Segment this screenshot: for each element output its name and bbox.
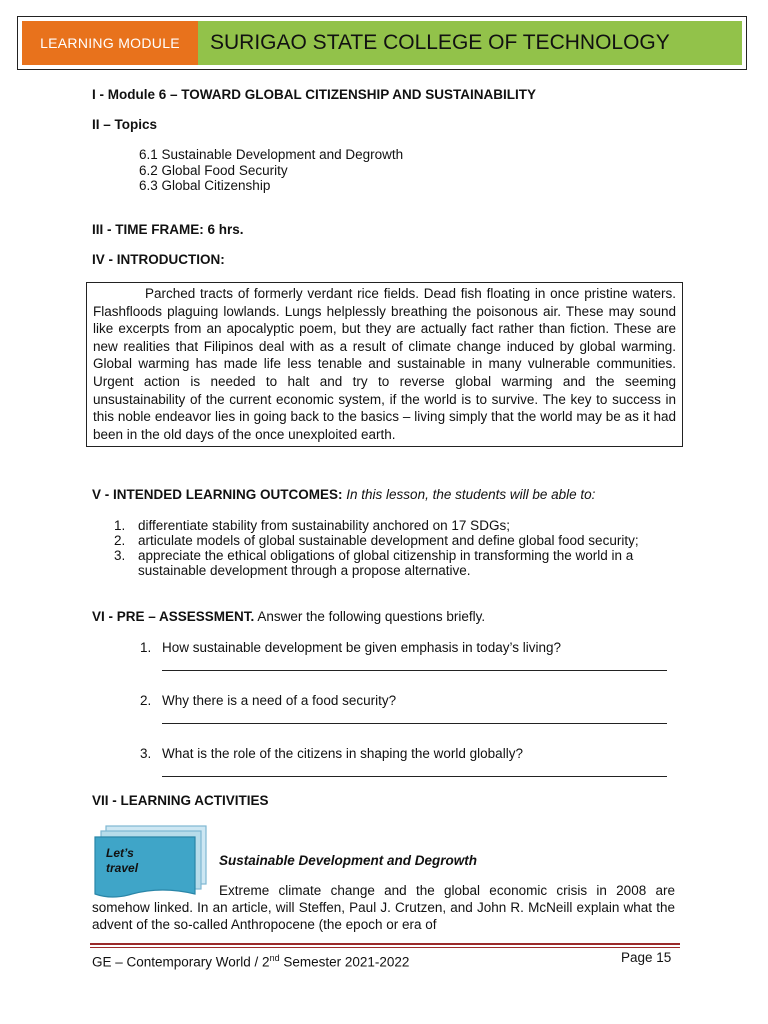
question-number: 3. bbox=[140, 746, 152, 761]
footer-page-number: Page 15 bbox=[621, 950, 672, 965]
question-number: 2. bbox=[140, 693, 152, 708]
footer-rule bbox=[90, 943, 680, 945]
list-item bbox=[92, 548, 639, 578]
answer-line-3[interactable] bbox=[162, 776, 667, 777]
module-title: I - Module 6 – TOWARD GLOBAL CITIZENSHIP AND SUSTAINABILITY bbox=[92, 87, 537, 102]
outcomes-heading-line bbox=[92, 487, 595, 503]
question-text: What is the role of the citizens in shaping the world globally? bbox=[162, 746, 523, 761]
pre-assessment-line bbox=[92, 609, 485, 625]
list-number: 1. bbox=[114, 518, 126, 533]
footer-rule-thin bbox=[90, 947, 680, 948]
header-learning-module: LEARNING MODULE bbox=[22, 21, 198, 65]
topic-item: 6.3 Global Citizenship bbox=[139, 178, 271, 193]
outcomes-list bbox=[92, 518, 639, 578]
outcome-text: articulate models of global sustainable development and define global food security; bbox=[138, 533, 639, 548]
footer-course-sup: nd bbox=[269, 953, 280, 963]
activities-paragraph: Extreme climate change and the global economic crisis in 2008 are somehow linked. In an article, will Steffen, Paul J. Crutzen, and John R. McNeill explain what the advent of the so-called Anthropocene (the epoch or era of bbox=[92, 883, 675, 932]
activities-heading: VII - LEARNING ACTIVITIES bbox=[92, 793, 269, 808]
activities-subtitle: Sustainable Development and Degrowth bbox=[219, 853, 478, 868]
pre-assessment-heading: VI - PRE – ASSESSMENT. bbox=[92, 609, 255, 624]
question-number: 1. bbox=[140, 640, 152, 655]
list-item bbox=[92, 518, 639, 533]
question-2 bbox=[140, 693, 396, 708]
pre-assessment-instruction: Answer the following questions briefly. bbox=[257, 609, 486, 624]
list-number: 2. bbox=[114, 533, 126, 548]
time-frame: III - TIME FRAME: 6 hrs. bbox=[92, 222, 244, 237]
outcome-text: differentiate stability from sustainability anchored on 17 SDGs; bbox=[138, 518, 510, 533]
question-1 bbox=[140, 640, 561, 655]
outcomes-lead: In this lesson, the students will be able to: bbox=[346, 487, 596, 502]
topics-heading: II – Topics bbox=[92, 117, 158, 132]
outcomes-heading: V - INTENDED LEARNING OUTCOMES: bbox=[92, 487, 343, 502]
badge-text-line1: Let’s bbox=[106, 846, 134, 860]
footer-semester: Semester 2021-2022 bbox=[279, 954, 410, 970]
topic-item: 6.2 Global Food Security bbox=[139, 163, 288, 178]
introduction-text: Parched tracts of formerly verdant rice fields. Dead fish floating in once pristine waters. Flashfloods plaguing lowlands. Lungs helplessly breathing the poisonous air. These may sound like excerpts from an apocalyptic poem, but they are actually fact rather than fiction. These are new realities that Filipinos deal with as a result of climate change induced by global warming. Global warming has made life less tenable and sustainable in many vulnerable communities. Urgent action is needed to halt and try to reverse global warming and the seeming unsustainability of the current economic system, if the world is to survive. The key to success in this noble endeavor lies in going back to the basics – living simply that the world may be as it had been in the old days of the once unexploited earth. bbox=[93, 286, 676, 442]
outcome-text: appreciate the ethical obligations of global citizenship in transforming the world in a bbox=[138, 548, 634, 563]
badge-text-line2: travel bbox=[106, 861, 139, 875]
header-college-name: SURIGAO STATE COLLEGE OF TECHNOLOGY bbox=[198, 21, 742, 65]
topic-item: 6.1 Sustainable Development and Degrowth bbox=[139, 147, 404, 162]
footer-course bbox=[92, 950, 409, 971]
answer-line-2[interactable] bbox=[162, 723, 667, 724]
introduction-box bbox=[86, 282, 683, 447]
footer-course-text: GE – Contemporary World / 2 bbox=[92, 954, 270, 970]
question-3 bbox=[140, 746, 523, 761]
list-number: 3. bbox=[114, 548, 126, 563]
question-text: Why there is a need of a food security? bbox=[162, 693, 397, 708]
question-text: How sustainable development be given emphasis in today’s living? bbox=[162, 640, 561, 655]
outcome-text-cont: sustainable development through a propose alternative. bbox=[138, 563, 471, 578]
answer-line-1[interactable] bbox=[162, 670, 667, 671]
introduction-heading: IV - INTRODUCTION: bbox=[92, 252, 225, 267]
list-item bbox=[92, 533, 639, 548]
